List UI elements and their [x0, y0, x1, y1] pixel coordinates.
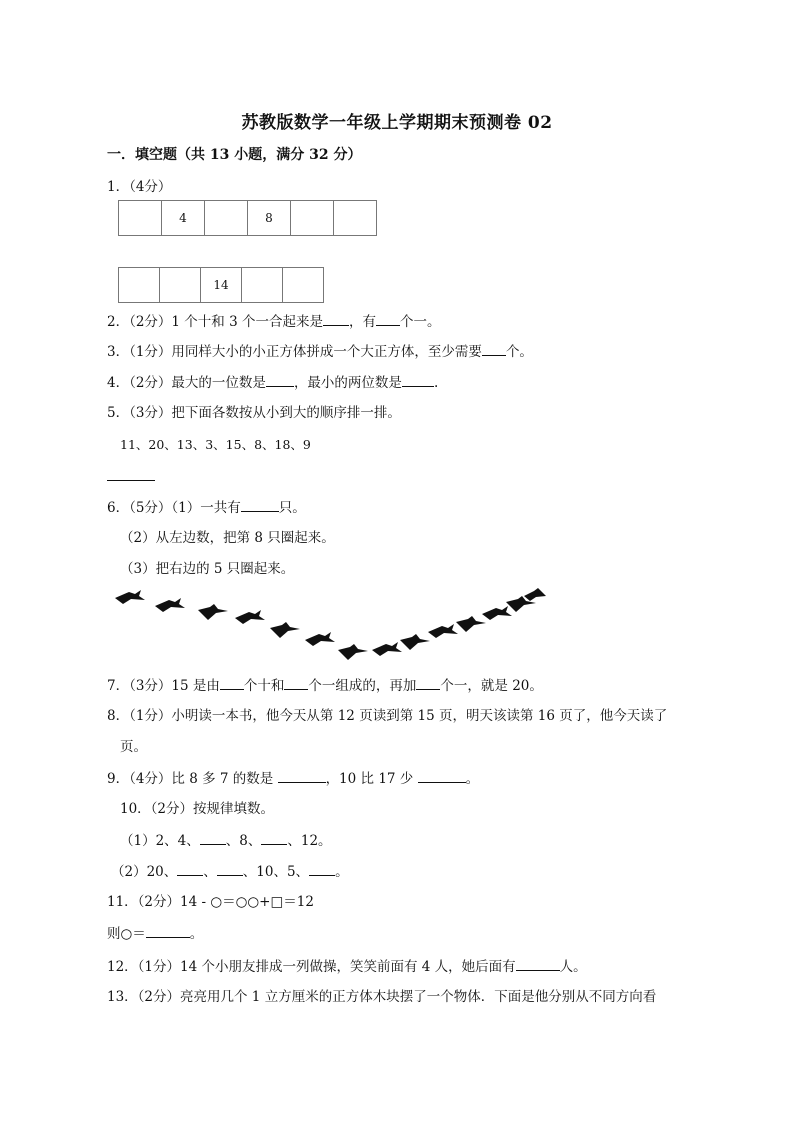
goose-icon	[372, 642, 402, 656]
q8-continuation: 页。	[120, 739, 147, 755]
q5-number-list: 11、20、13、3、15、8、18、9	[120, 437, 311, 452]
q11-answer-line: 则○＝ 。	[107, 926, 204, 942]
grid-cell[interactable]	[119, 268, 160, 303]
answer-blank[interactable]	[402, 373, 434, 387]
section-heading: 一．填空题（共 13 小题，满分 32 分）	[107, 147, 362, 163]
grid-cell: 4	[162, 201, 205, 236]
grid-cell: 14	[201, 268, 242, 303]
grid-cell: 8	[248, 201, 291, 236]
answer-blank[interactable]	[516, 957, 560, 971]
answer-blank[interactable]	[278, 769, 326, 783]
grid-cell[interactable]	[160, 268, 201, 303]
question-11: 11．（2分）14 - ○＝○○+□＝12	[107, 894, 314, 910]
goose-icon	[235, 610, 265, 624]
question-8: 8．（1分）小明读一本书，他今天从第 12 页读到第 15 页，明天该读第 16 页了，他今天读了	[107, 708, 668, 724]
question-10: 10．（2分）按规律填数。	[120, 801, 275, 817]
question-6: 6．（5分）（1）一共有 只。	[107, 500, 306, 516]
answer-blank[interactable]	[146, 924, 190, 938]
answer-blank[interactable]	[416, 676, 440, 690]
goose-icon	[198, 604, 228, 620]
question-7: 7．（3分）15 是由 个十和 个一组成的，再加 个一，就是 20。	[107, 678, 543, 694]
grid-cell[interactable]	[242, 268, 283, 303]
q1-number-grid-2	[118, 267, 324, 303]
goose-icon	[524, 588, 546, 601]
answer-blank[interactable]	[220, 676, 244, 690]
goose-icon	[400, 634, 430, 650]
geese-flock-image	[110, 582, 550, 667]
goose-icon	[305, 632, 335, 646]
answer-blank[interactable]	[241, 498, 279, 512]
answer-blank[interactable]	[200, 831, 226, 845]
grid-cell[interactable]	[119, 201, 162, 236]
goose-icon	[338, 644, 368, 660]
grid-cell[interactable]	[283, 268, 324, 303]
q6-part-3: （3）把右边的 5 只圈起来。	[120, 561, 295, 577]
question-2: 2．（2分）1 个十和 3 个一合起来是 ，有 个一。	[107, 314, 441, 330]
grid-cell[interactable]	[334, 201, 377, 236]
answer-blank[interactable]	[376, 312, 400, 326]
page-title: 苏教版数学一年级上学期期末预测卷 02	[241, 113, 553, 133]
goose-icon	[155, 598, 185, 612]
answer-blank[interactable]	[217, 862, 243, 876]
answer-blank[interactable]	[482, 342, 506, 356]
q6-part-2: （2）从左边数，把第 8 只圈起来。	[120, 530, 335, 546]
answer-blank[interactable]	[309, 862, 335, 876]
question-12: 12．（1分）14 个小朋友排成一列做操，笑笑前面有 4 人，她后面有 人。	[107, 959, 587, 975]
question-4: 4．（2分）最大的一位数是 ，最小的两位数是 .	[107, 375, 439, 391]
question-9: 9．（4分）比 8 多 7 的数是 ，10 比 17 少 。	[107, 771, 480, 787]
answer-blank[interactable]	[284, 676, 308, 690]
goose-icon	[428, 624, 458, 638]
q1-label: 1．（4分）	[107, 179, 172, 195]
grid-cell[interactable]	[205, 201, 248, 236]
goose-icon	[270, 622, 300, 638]
answer-blank[interactable]	[323, 312, 349, 326]
answer-blank[interactable]	[177, 862, 203, 876]
answer-blank[interactable]	[266, 373, 294, 387]
question-3: 3．（1分）用同样大小的小正方体拼成一个大正方体，至少需要 个。	[107, 344, 533, 360]
question-13: 13．（2分）亮亮用几个 1 立方厘米的正方体木块摆了一个物体．下面是他分别从不同方向看	[107, 989, 657, 1005]
answer-blank[interactable]	[418, 769, 466, 783]
goose-icon	[456, 616, 486, 632]
goose-icon	[482, 606, 512, 620]
goose-icon	[115, 590, 145, 604]
q1-number-grid-1	[118, 200, 377, 236]
q10-part-2: （2）20、 、 、10、5、 。	[111, 864, 349, 880]
answer-blank[interactable]	[107, 480, 155, 481]
q10-part-1: （1）2、4、 、8、 、12。	[120, 833, 332, 849]
answer-blank[interactable]	[261, 831, 287, 845]
question-5: 5．（3分）把下面各数按从小到大的顺序排一排。	[107, 405, 401, 421]
grid-cell[interactable]	[291, 201, 334, 236]
